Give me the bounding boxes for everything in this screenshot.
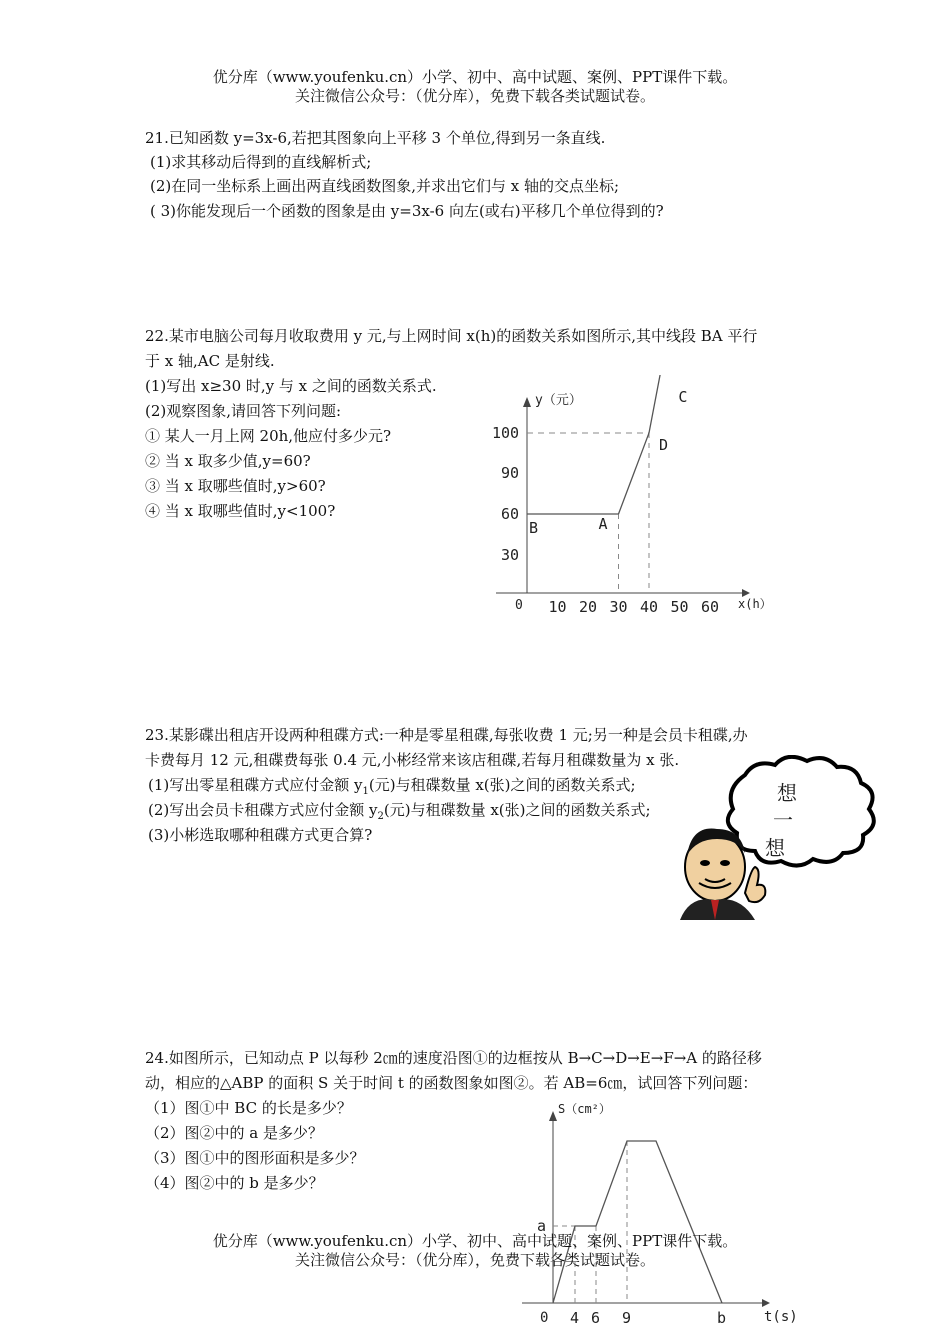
q24-part-3: （3）图①中的图形面积是多少？	[145, 1149, 365, 1167]
origin-label: 0	[540, 1310, 549, 1326]
q22-stem-1: 22.某市电脑公司每月收取费用 y 元,与上网时间 x(h)的函数关系如图所示,其中线段 BA 平行	[145, 327, 758, 345]
y-tick-label: 30	[501, 546, 520, 564]
x-tick-label: b	[717, 1309, 727, 1327]
x-tick-label: 9	[622, 1309, 632, 1327]
q23-part-2-text-b: (元)与租碟数量 x(张)之间的函数关系式;	[383, 801, 651, 819]
x-tick-label: 4	[570, 1309, 580, 1327]
y-tick-label: 60	[501, 505, 520, 523]
q24-part-2: （2）图②中的 a 是多少？	[145, 1124, 324, 1142]
q23-stem-2: 卡费每月 12 元,租碟费每张 0.4 元,小彬经常来该店租碟,若每月租碟数量为 x 张.	[145, 751, 680, 769]
footer-line-1: 优分库（www.youfenku.cn）小学、初中、高中试题、案例、PPT课件下载。	[212, 1232, 738, 1250]
series-s	[553, 1141, 722, 1303]
x-tick-label: 6	[591, 1309, 601, 1327]
y-tick-label: 100	[492, 424, 520, 442]
q21-part-1: (1)求其移动后得到的直线解析式;	[150, 153, 372, 171]
y-axis-label: y（元）	[535, 393, 582, 408]
y-tick-label: 90	[501, 464, 520, 482]
q23-part-1-text-a: (1)写出零星租碟方式应付金额 y	[148, 776, 363, 794]
x-tick-label: 60	[701, 598, 720, 616]
q21-part-2: (2)在同一坐标系上画出两直线函数图象,并求出它们与 x 轴的交点坐标;	[150, 177, 620, 195]
q21-stem: 21.已知函数 y=3x-6,若把其图象向上平移 3 个单位,得到另一条直线.	[145, 129, 606, 147]
x-axis-arrow-icon	[762, 1299, 770, 1307]
cloud-char-2: 一	[773, 808, 793, 832]
q22-sub-3: ③ 当 x 取哪些值时,y>60?	[145, 477, 326, 495]
point-label-a: A	[598, 515, 608, 533]
q24-stem-2: 动，相应的△ABP 的面积 S 关于时间 t 的函数图象如图②。若 AB=6㎝，试回答下列问题：	[145, 1074, 758, 1092]
header-line-1: 优分库（www.youfenku.cn）小学、初中、高中试题、案例、PPT课件下载。	[212, 68, 738, 86]
cloud-char-3: 想	[765, 836, 785, 860]
q22-sub-4: ④ 当 x 取哪些值时,y<100?	[145, 502, 336, 520]
x-tick-label: 30	[609, 598, 628, 616]
q22-sub-2: ② 当 x 取多少值,y=60?	[145, 452, 311, 470]
x-axis-arrow-icon	[742, 589, 750, 597]
y-axis-arrow-icon	[523, 397, 531, 407]
q21-part-3: ( 3)你能发现后一个函数的图象是由 y=3x-6 向左(或右)平移几个单位得到的?	[150, 202, 664, 220]
x-tick-label: 20	[579, 598, 598, 616]
q23-part-2-sub: 2	[377, 811, 384, 822]
q22-stem-2: 于 x 轴,AC 是射线.	[145, 352, 275, 370]
pointing-hand-icon	[745, 867, 765, 902]
q22-part-2: (2)观察图象,请回答下列问题:	[145, 402, 342, 420]
q24-part-4: （4）图②中的 b 是多少？	[145, 1174, 324, 1192]
x-tick-label: 10	[548, 598, 567, 616]
point-label-b: B	[529, 519, 539, 537]
thought-cloud	[728, 757, 874, 866]
thinking-man-illustration	[675, 755, 900, 925]
point-label-d: D	[659, 436, 669, 454]
footer-line-2: 关注微信公众号：（优分库），免费下载各类试题试卷。	[294, 1251, 655, 1269]
header-line-2: 关注微信公众号：（优分库），免费下载各类试题试卷。	[294, 87, 655, 105]
q24-stem-1: 24.如图所示，已知动点 P 以每秒 2㎝的速度沿图①的边框按从 B→C→D→E→F→A 的路径移	[145, 1049, 762, 1067]
x-tick-label: 50	[670, 598, 689, 616]
cloud-char-1: 想	[777, 781, 797, 805]
q22-fee-chart	[480, 375, 780, 625]
q23-part-1	[148, 776, 636, 801]
point-label-c: C	[678, 388, 688, 406]
q23-part-3: (3)小彬选取哪种租碟方式更合算?	[148, 826, 373, 844]
q24-area-chart	[510, 1095, 800, 1330]
x-axis-label: t(s)	[764, 1309, 798, 1325]
y-tick-label: a	[537, 1217, 547, 1235]
q23-part-2-text-a: (2)写出会员卡租碟方式应付金额 y	[148, 801, 378, 819]
origin-label: 0	[515, 598, 523, 613]
q23-part-2	[148, 801, 651, 826]
q22-sub-1: ① 某人一月上网 20h,他应付多少元?	[145, 427, 392, 445]
q23-part-1-text-b: (元)与租碟数量 x(张)之间的函数关系式;	[368, 776, 636, 794]
y-axis-arrow-icon	[549, 1111, 557, 1121]
q24-part-1: （1）图①中 BC 的长是多少？	[145, 1099, 352, 1117]
x-axis-label: x(h）	[738, 597, 772, 611]
q23-part-1-sub: 1	[362, 786, 369, 797]
x-tick-label: 40	[640, 598, 659, 616]
q22-part-1: (1)写出 x≥30 时,y 与 x 之间的函数关系式.	[145, 377, 437, 395]
q23-stem-1: 23.某影碟出租店开设两种租碟方式:一种是零星租碟,每张收费 1 元;另一种是会员卡租碟,办	[145, 726, 748, 744]
y-axis-label: S（cm²）	[558, 1102, 611, 1116]
